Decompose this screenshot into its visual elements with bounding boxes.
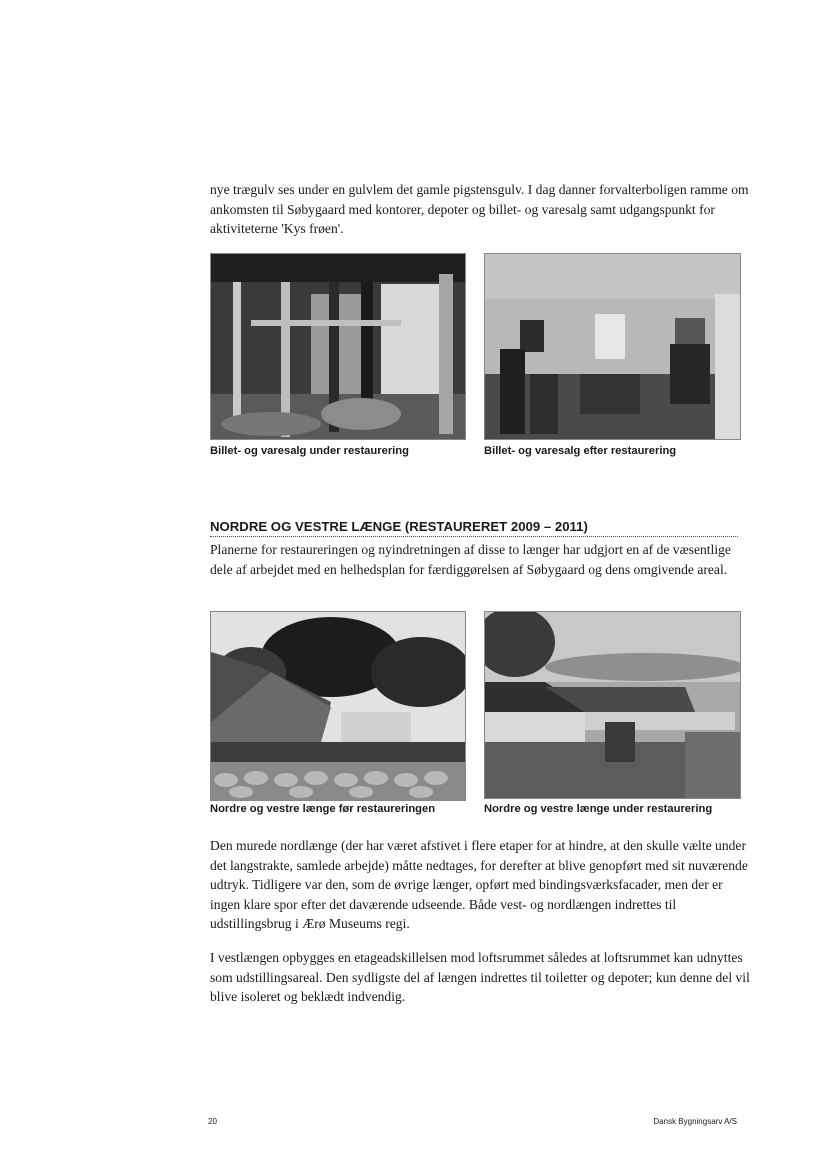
paragraph-north-wing: Den murede nordlænge (der har været afstivet i flere etaper for at hindre, at den skulle vælte under det langstrakte, samlede arbejde) måtte nedtages, for derefter at blive genopført med sit nuværende udtryk. Tidligere var den, som de øvrige længer, opført med bindingsværksfacader, men der er ingen klare spor efter det daværende udseende. Både vest- og nordlængen indrettes til udstillingsbrug i Ærø Museums regi. bbox=[210, 838, 748, 931]
caption-ticket-sales-under: Billet- og varesalg under restaurering bbox=[210, 445, 409, 457]
photo-ticket-sales-under-restoration bbox=[210, 253, 466, 440]
intro-paragraph: nye trægulv ses under en gulvlem det gamle pigstensgulv. I dag danner forvalterboligen ramme om ankomsten til Søbygaard med kontorer, depoter og billet- og varesalg samt udgangspunkt for aktiviteterne 'Kys frøen'. bbox=[210, 182, 749, 236]
photo-wings-before-restoration bbox=[210, 611, 466, 801]
footer-company: Dansk Bygningsarv A/S bbox=[653, 1117, 737, 1126]
caption-ticket-sales-after: Billet- og varesalg efter restaurering bbox=[484, 445, 677, 457]
page-number: 20 bbox=[208, 1117, 217, 1126]
caption-wings-before: Nordre og vestre længe før restaureringen bbox=[210, 803, 436, 815]
caption-wings-under: Nordre og vestre længe under restaurering bbox=[484, 803, 713, 815]
photo-ticket-sales-after-restoration bbox=[484, 253, 741, 440]
photo-wings-under-restoration bbox=[484, 611, 741, 799]
section-paragraph: Planerne for restaureringen og nyindretningen af disse to længer har udgjort en af de væsentlige dele af arbejdet med en helhedsplan for færdiggørelsen af Søbygaard og dens omgivende areal. bbox=[210, 542, 731, 577]
paragraph-west-wing: I vestlængen opbygges en etageadskillelsen mod loftsrummet således at loftsrummet kan udnyttes som udstillingsareal. Den sydligste del af længen indrettes til toiletter og depoter; kun denne del vil blive isoleret og beklædt indvendig. bbox=[210, 950, 750, 1004]
section-heading: NORDRE OG VESTRE LÆNGE (RESTAURERET 2009 – 2011) bbox=[210, 519, 738, 537]
